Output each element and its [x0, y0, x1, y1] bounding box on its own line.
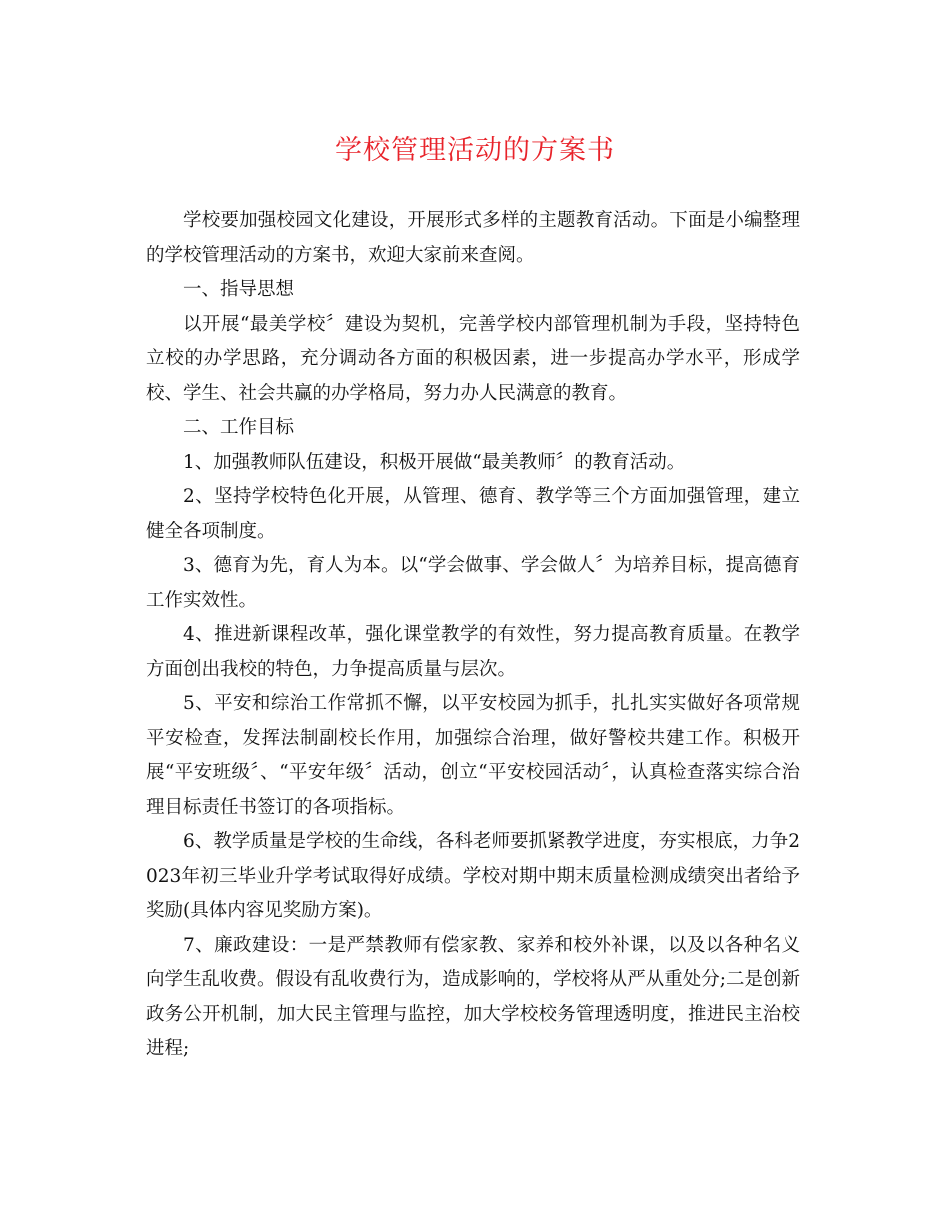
goal-item-2: 2、坚持学校特色化开展，从管理、德育、教学等三个方面加强管理，建立健全各项制度。	[146, 486, 800, 542]
paragraph-guiding-ideology: 以开展“最美学校〞建设为契机，完善学校内部管理机制为手段，坚持特色立校的办学思路，充分调动各方面的积极因素，进一步提高办学水平，形成学校、学生、社会共赢的办学格局，努力办人民满意的教育。	[146, 313, 800, 404]
goal-item-4: 4、推进新课程改革，强化课堂教学的有效性，努力提高教育质量。在教学方面创出我校的特色，力争提高质量与层次。	[146, 624, 800, 680]
goal-item-3: 3、德育为先，育人为本。以“学会做事、学会做人〞为培养目标，提高德育工作实效性。	[146, 555, 800, 611]
goal-item-7: 7、廉政建设：一是严禁教师有偿家教、家养和校外补课，以及以各种名义向学生乱收费。假设有乱收费行为，造成影响的，学校将从严从重处分;二是创新政务公开机制，加大民主管理与监控，加大学校校务管理透明度，推进民主治校进程;	[146, 934, 800, 1059]
section-heading-work-goals: 二、工作目标	[183, 417, 295, 438]
document-body	[146, 204, 800, 1067]
goal-item-5: 5、平安和综治工作常抓不懈，以平安校园为抓手，扎扎实实做好各项常规平安检查，发挥法制副校长作用，加强综合治理，做好警校共建工作。积极开展“平安班级〞、“平安年级〞活动，创立“平安校园活动〞，认真检查落实综合治理目标责任书签订的各项指标。	[146, 693, 800, 818]
document-title: 学校管理活动的方案书	[335, 135, 615, 166]
goal-item-6: 6、教学质量是学校的生命线，各科老师要抓紧教学进度，夯实根底，力争2023年初三毕业升学考试取得好成绩。学校对期中期末质量检测成绩突出者给予奖励(具体内容见奖励方案)。	[146, 831, 800, 921]
paragraph-intro: 学校要加强校园文化建设，开展形式多样的主题教育活动。下面是小编整理的学校管理活动的方案书，欢迎大家前来查阅。	[146, 210, 800, 266]
section-heading-guiding-ideology: 一、指导思想	[183, 279, 295, 300]
goal-item-1: 1、加强教师队伍建设，积极开展做“最美教师〞的教育活动。	[183, 451, 686, 473]
